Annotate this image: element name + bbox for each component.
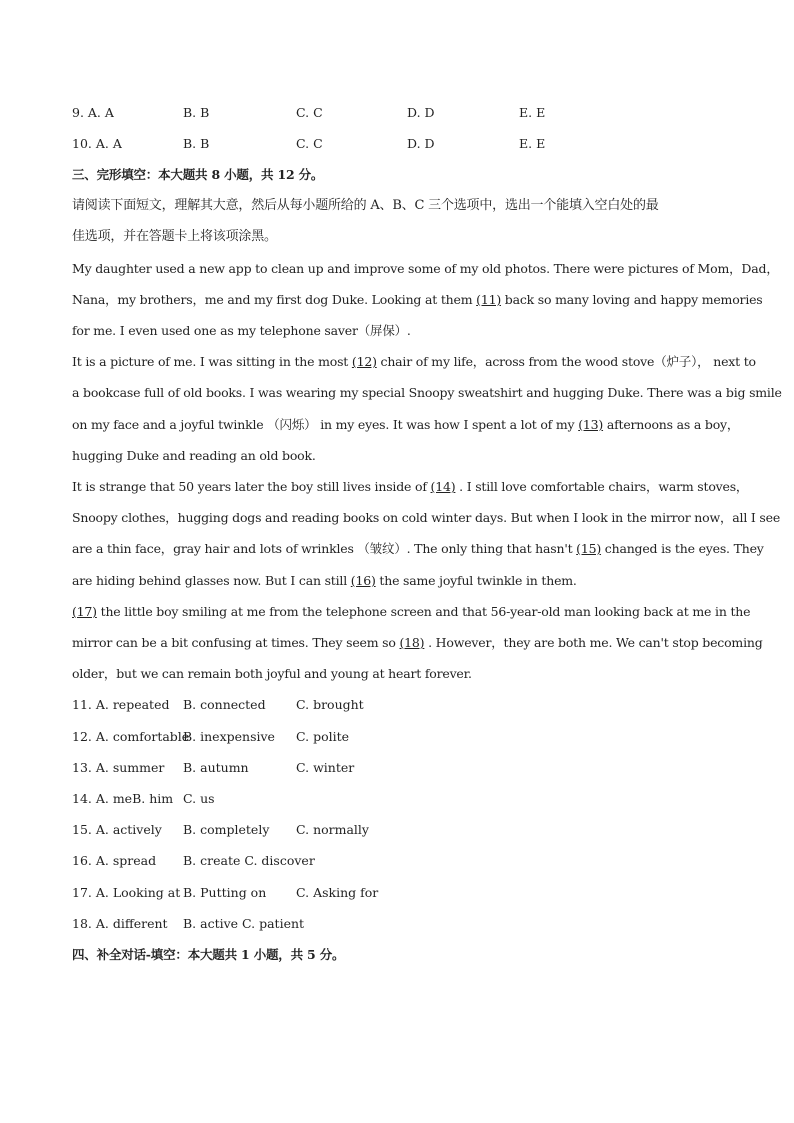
passage-line: older，but we can remain both joyful and young at heart forever.: [72, 666, 472, 681]
passage-line: [72, 540, 764, 558]
passage-text: Nana，my brothers，me and my first dog Duke. Looking at them: [72, 292, 477, 307]
passage-line: [72, 634, 763, 652]
passage-line: a bookcase full of old books. I was wearing my special Snoopy sweatshirt and hugging Duke. There was a big smile: [72, 385, 782, 400]
blank-18: (18): [399, 635, 425, 650]
q11-option-a[interactable]: 11. A. repeated: [72, 697, 170, 712]
q11-option-b[interactable]: B. connected: [183, 697, 266, 712]
passage-text: are a thin face，gray hair and lots of wrinkles （皱纹）. The only thing that hasn't: [72, 541, 577, 556]
passage-line: [72, 291, 763, 309]
passage-line: [72, 603, 750, 621]
q9-option-b[interactable]: B. B: [183, 105, 210, 120]
q17-option-c[interactable]: C. Asking for: [296, 885, 379, 900]
q16-option-bc[interactable]: B. create C. discover: [183, 853, 315, 868]
q9-option-a[interactable]: 9. A. A: [72, 105, 114, 120]
q9-option-d[interactable]: D. D: [407, 105, 435, 120]
q12-option-a[interactable]: 12. A. comfortable: [72, 729, 190, 744]
q12-option-b[interactable]: B. inexpensive: [183, 729, 275, 744]
passage-text: afternoons as a boy，: [603, 417, 740, 432]
passage-line: Snoopy clothes，hugging dogs and reading books on cold winter days. But when I look in the mirror now，all I see: [72, 510, 781, 525]
q10-option-d[interactable]: D. D: [407, 136, 435, 151]
q13-option-c[interactable]: C. winter: [296, 760, 355, 775]
q15-option-a[interactable]: 15. A. actively: [72, 822, 162, 837]
passage-text: are hiding behind glasses now. But I can still: [72, 573, 351, 588]
passage-line: hugging Duke and reading an old book.: [72, 448, 316, 463]
passage-line: [72, 416, 739, 434]
blank-12: (12): [351, 354, 377, 369]
blank-15: (15): [576, 541, 602, 556]
blank-16: (16): [350, 573, 376, 588]
passage-line: for me. I even used one as my telephone saver（屏保）.: [72, 323, 411, 338]
passage-text: back so many loving and happy memories: [501, 292, 763, 307]
q9-option-e[interactable]: E. E: [519, 105, 546, 120]
passage-line: [72, 572, 577, 590]
passage-text: changed is the eyes. They: [601, 541, 764, 556]
q10-option-e[interactable]: E. E: [519, 136, 546, 151]
q12-option-c[interactable]: C. polite: [296, 729, 350, 744]
passage-text: . I still love comfortable chairs，warm stoves，: [455, 479, 749, 494]
passage-text: It is strange that 50 years later the boy still lives inside of: [72, 479, 431, 494]
blank-13: (13): [578, 417, 604, 432]
blank-17: (17): [72, 604, 97, 619]
q15-option-b[interactable]: B. completely: [183, 822, 270, 837]
passage-line: [72, 478, 748, 496]
q18-option-a[interactable]: 18. A. different: [72, 916, 168, 931]
section-3-instructions-line2: 佳选项，并在答题卡上将该项涂黑。: [72, 229, 277, 244]
q10-option-b[interactable]: B. B: [183, 136, 210, 151]
section-3-title: 三、完形填空：本大题共 8 小题，共 12 分。: [72, 167, 324, 182]
passage-text: the same joyful twinkle in them.: [375, 573, 577, 588]
section-3-instructions-line1: 请阅读下面短文，理解其大意，然后从每小题所给的 A、B、C 三个选项中，选出一个能填入空白处的最: [72, 198, 659, 213]
q16-option-a[interactable]: 16. A. spread: [72, 853, 157, 868]
q17-option-a[interactable]: 17. A. Looking at: [72, 885, 181, 900]
passage-text: chair of my life，across from the wood stove（炉子）， next to: [376, 354, 756, 369]
q13-option-b[interactable]: B. autumn: [183, 760, 249, 775]
q14-option-c[interactable]: C. us: [183, 791, 215, 806]
passage-text: It is a picture of me. I was sitting in the most: [72, 354, 352, 369]
passage-line: My daughter used a new app to clean up and improve some of my old photos. There were pictures of Mom，Dad，: [72, 261, 779, 276]
passage-text: mirror can be a bit confusing at times. They seem so: [72, 635, 400, 650]
passage-text: . However，they are both me. We can't stop becoming: [424, 635, 763, 650]
passage-text: the little boy smiling at me from the telephone screen and that 56-year-old man looking back at me in the: [96, 604, 751, 619]
q9-option-c[interactable]: C. C: [296, 105, 323, 120]
q14-option-ab[interactable]: 14. A. meB. him: [72, 791, 174, 806]
q18-option-bc[interactable]: B. active C. patient: [183, 916, 305, 931]
q13-option-a[interactable]: 13. A. summer: [72, 760, 165, 775]
blank-14: (14): [430, 479, 456, 494]
q15-option-c[interactable]: C. normally: [296, 822, 369, 837]
q17-option-b[interactable]: B. Putting on: [183, 885, 267, 900]
q10-option-c[interactable]: C. C: [296, 136, 323, 151]
blank-11: (11): [476, 292, 501, 307]
section-4-title: 四、补全对话-填空：本大题共 1 小题，共 5 分。: [72, 947, 345, 962]
passage-text: on my face and a joyful twinkle （闪烁） in my eyes. It was how I spent a lot of my: [72, 417, 579, 432]
passage-line: [72, 353, 756, 371]
q11-option-c[interactable]: C. brought: [296, 697, 364, 712]
q10-option-a[interactable]: 10. A. A: [72, 136, 122, 151]
